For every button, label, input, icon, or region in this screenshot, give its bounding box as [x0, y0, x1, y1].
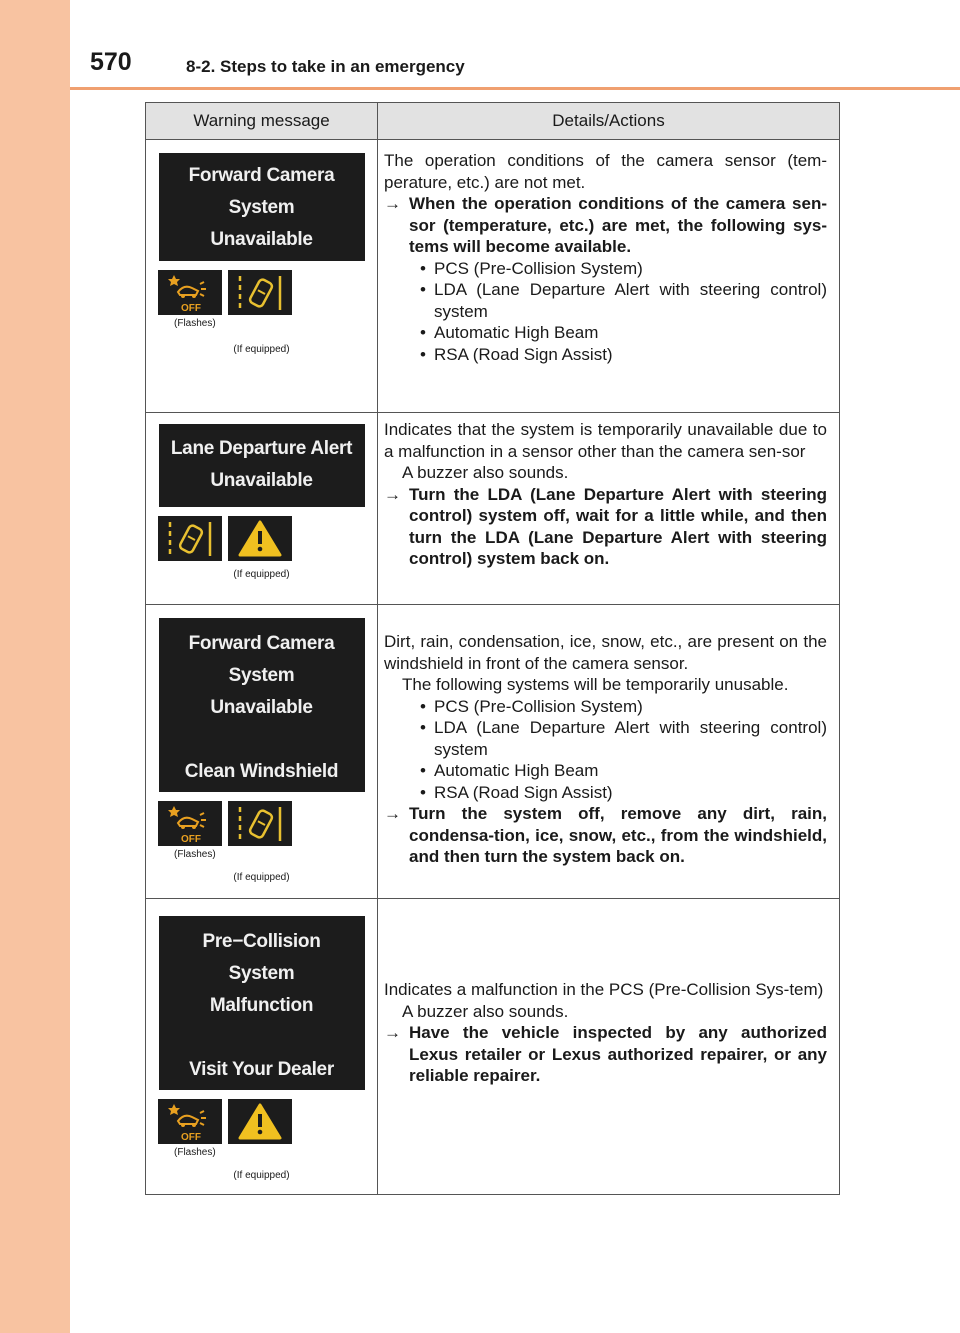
pcs-off-icon — [158, 1099, 222, 1144]
list-item: • PCS (Pre-Collision System) — [420, 696, 643, 716]
details-intro: Indicates a malfunction in the PCS (Pre-Collision Sys-tem) — [384, 980, 824, 999]
col-warning-message: Warning message — [146, 103, 378, 140]
list-item: • LDA (Lane Departure Alert with steering control) system — [420, 280, 827, 321]
list-item: • RSA (Road Sign Assist) — [420, 344, 613, 364]
buzzer-note: A buzzer also sounds. — [402, 463, 569, 482]
screen-line: Forward Camera — [188, 165, 335, 186]
lane-departure-icon — [228, 270, 292, 315]
screen-line: Lane Departure Alert — [170, 438, 353, 459]
screen-line: Visit Your Dealer — [189, 1059, 334, 1080]
screen-line — [159, 1022, 365, 1054]
details-intro: Indicates that the system is temporarily unavailable due to a malfunction in a sensor other than the camera sen-sor — [384, 420, 827, 461]
display-screen — [159, 153, 365, 261]
table-row — [146, 605, 840, 899]
header-rule — [70, 87, 960, 90]
screen-line: Pre−Collision — [202, 931, 321, 952]
table-row — [146, 413, 840, 605]
indicator-icons — [146, 270, 377, 315]
arrow-icon: → — [384, 194, 401, 213]
action-item: → Have the vehicle inspected by any authorized Lexus retailer or Lexus authorized repairer, or any reliable repairer. — [384, 1023, 827, 1085]
indicator-icons — [146, 516, 377, 561]
details-cell — [378, 899, 840, 1195]
list-item: • Automatic High Beam — [420, 761, 599, 780]
pcs-off-icon — [158, 270, 222, 315]
screen-line — [159, 724, 365, 756]
if-equipped-note: (If equipped) — [233, 1170, 290, 1181]
indicator-icons — [146, 801, 377, 846]
table-row — [146, 899, 840, 1195]
pcs-off-icon — [158, 801, 222, 846]
action-item: → When the operation conditions of the camera sen-sor (temperature, etc.) are met, the following sys-tems will become available. — [384, 194, 827, 256]
system-list — [384, 696, 827, 804]
warning-message-cell — [146, 413, 378, 605]
flashes-note: (Flashes) — [174, 318, 216, 329]
off-label: OFF — [181, 834, 201, 845]
screen-line: System — [228, 665, 295, 686]
flashes-note: (Flashes) — [174, 1147, 216, 1158]
buzzer-note: A buzzer also sounds. — [402, 1001, 569, 1021]
warning-message-cell — [146, 140, 378, 413]
list-item: • Automatic High Beam — [420, 323, 599, 342]
screen-line: Malfunction — [209, 995, 314, 1016]
system-list — [384, 258, 827, 366]
indicator-icons — [146, 1099, 377, 1144]
if-equipped-note: (If equipped) — [233, 569, 290, 580]
table-header-row — [146, 103, 840, 140]
table-row — [146, 140, 840, 413]
screen-line: Unavailable — [210, 470, 313, 491]
arrow-icon: → — [384, 1023, 401, 1042]
warning-message-cell — [146, 899, 378, 1195]
arrow-icon: → — [384, 484, 401, 504]
arrow-icon: → — [384, 804, 401, 823]
list-item: • PCS (Pre-Collision System) — [420, 258, 643, 278]
display-screen — [159, 618, 365, 792]
details-cell — [378, 605, 840, 899]
details-intro: The operation conditions of the camera sensor (tem-perature, etc.) are not met. — [384, 151, 827, 192]
details-cell — [378, 413, 840, 605]
col-details-actions: Details/Actions — [378, 103, 840, 140]
off-label: OFF — [181, 1132, 201, 1143]
section-title: 8-2. Steps to take in an emergency — [186, 57, 465, 76]
warning-triangle-icon — [228, 516, 292, 561]
screen-line: System — [228, 963, 295, 984]
display-screen — [159, 916, 365, 1090]
screen-line: System — [228, 197, 295, 218]
screen-line: Clean Windshield — [184, 761, 339, 782]
warning-table — [145, 102, 840, 1195]
screen-line: Unavailable — [210, 229, 313, 250]
warning-triangle-icon — [228, 1099, 292, 1144]
if-equipped-note: (If equipped) — [233, 872, 290, 883]
page-number: 570 — [90, 48, 132, 76]
off-label: OFF — [181, 303, 201, 314]
action-item: → Turn the system off, remove any dirt, rain, condensa-tion, ice, snow, etc., from the windshield, and then turn the system back on. — [384, 804, 827, 866]
unusable-note: The following systems will be temporarily unusable. — [402, 675, 789, 694]
action-item: → Turn the LDA (Lane Departure Alert with steering control) system off, wait for a little while, and then turn the LDA (Lane Departure Alert with steering control) system back on. — [384, 484, 827, 568]
warning-message-cell — [146, 605, 378, 899]
if-equipped-note: (If equipped) — [233, 344, 290, 355]
details-intro: Dirt, rain, condensation, ice, snow, etc., are present on the windshield in front of the camera sensor. — [384, 632, 827, 673]
lane-departure-icon — [158, 516, 222, 561]
display-screen — [159, 424, 365, 507]
side-strip — [0, 0, 70, 1333]
lane-departure-icon — [228, 801, 292, 846]
list-item: • RSA (Road Sign Assist) — [420, 782, 613, 802]
screen-line: Unavailable — [210, 697, 313, 718]
list-item: • LDA (Lane Departure Alert with steering control) system — [420, 718, 827, 759]
details-cell — [378, 140, 840, 413]
screen-line: Forward Camera — [188, 633, 335, 654]
flashes-note: (Flashes) — [174, 849, 216, 860]
